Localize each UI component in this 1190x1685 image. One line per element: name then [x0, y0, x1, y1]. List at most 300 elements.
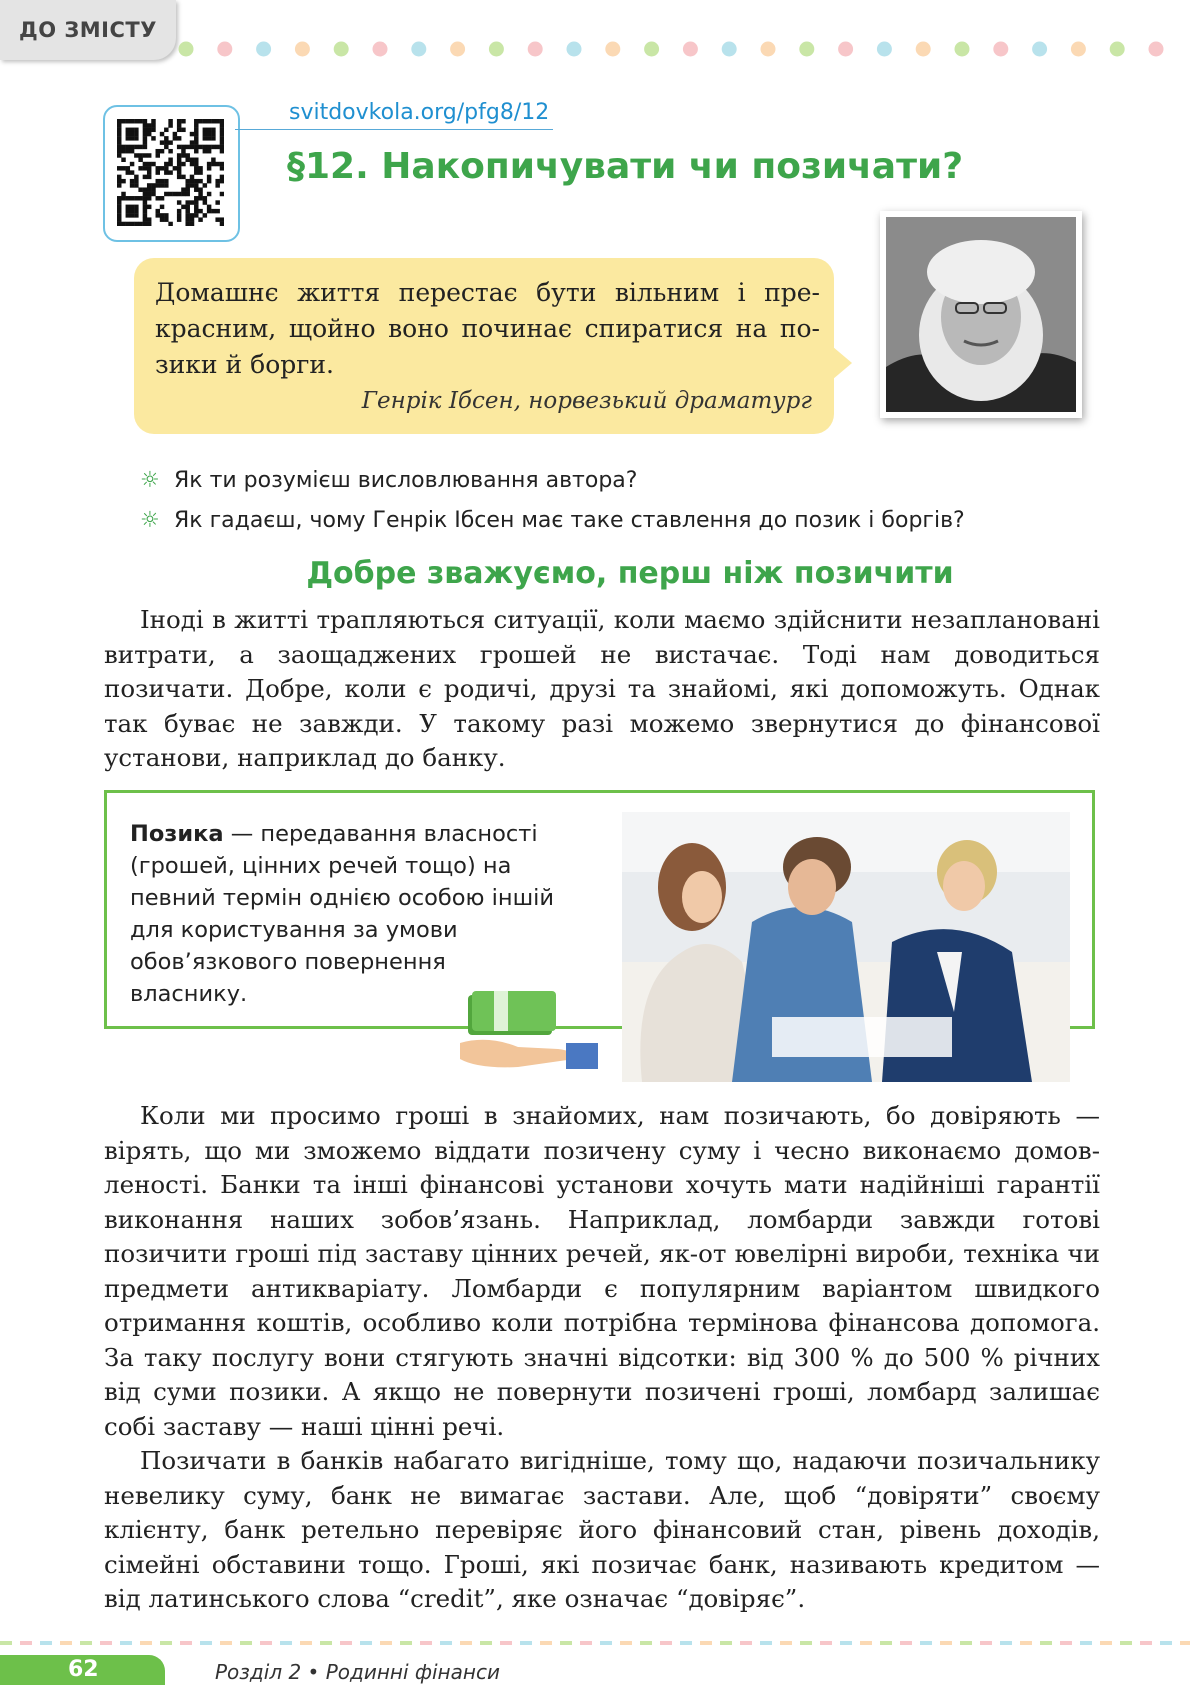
qr-module [168, 162, 172, 166]
qr-module [198, 187, 202, 191]
qr-module [143, 217, 147, 221]
qr-module [194, 158, 198, 162]
decorative-dot [993, 42, 1008, 57]
qr-module [147, 123, 151, 127]
qr-module [198, 217, 202, 221]
qr-module [121, 145, 125, 149]
footer-dash [0, 1641, 12, 1645]
qr-module [194, 187, 198, 191]
decorative-dot [916, 42, 931, 57]
qr-module [164, 140, 168, 144]
qr-module [203, 200, 207, 204]
footer-dash [180, 1641, 192, 1645]
qr-module [143, 162, 147, 166]
qr-module [198, 166, 202, 170]
qr-module [143, 196, 147, 200]
qr-module [126, 205, 130, 209]
qr-module [168, 158, 172, 162]
decorative-dot [1071, 42, 1086, 57]
qr-module [207, 149, 211, 153]
qr-module [194, 170, 198, 174]
qr-module [126, 196, 130, 200]
qr-module [126, 145, 130, 149]
qr-module [164, 183, 168, 187]
decorative-dot [683, 42, 698, 57]
qr-module [177, 123, 181, 127]
qr-module [215, 162, 219, 166]
qr-module [117, 140, 121, 144]
qr-module [177, 170, 181, 174]
qr-module [126, 128, 130, 132]
qr-module [190, 213, 194, 217]
qr-module [194, 179, 198, 183]
qr-module [147, 196, 151, 200]
decorative-dots [178, 41, 1190, 57]
footer-dash [680, 1641, 692, 1645]
qr-module [138, 187, 142, 191]
qr-module [185, 213, 189, 217]
sun-bullet-icon: ☼ [140, 468, 160, 493]
qr-module [220, 132, 224, 136]
qr-module [211, 128, 215, 132]
qr-module [198, 192, 202, 196]
qr-module [194, 200, 198, 204]
footer-dash [480, 1641, 492, 1645]
qr-module [143, 205, 147, 209]
qr-module [198, 119, 202, 123]
qr-module [164, 128, 168, 132]
footer-dash [920, 1641, 932, 1645]
qr-module [134, 183, 138, 187]
footer-dash [620, 1641, 632, 1645]
qr-module [164, 192, 168, 196]
qr-module [181, 119, 185, 123]
qr-code[interactable] [103, 105, 240, 242]
qr-module [143, 132, 147, 136]
qr-module [177, 136, 181, 140]
qr-module [117, 179, 121, 183]
qr-module [207, 179, 211, 183]
footer-dash [160, 1641, 172, 1645]
qr-module [130, 196, 134, 200]
footer-dash [360, 1641, 372, 1645]
decorative-dot [334, 42, 349, 57]
qr-module [117, 132, 121, 136]
qr-module [143, 192, 147, 196]
qr-module [207, 136, 211, 140]
qr-module [203, 128, 207, 132]
qr-module [134, 153, 138, 157]
footer-dash [660, 1641, 672, 1645]
qr-module [185, 153, 189, 157]
qr-module [126, 166, 130, 170]
qr-module [190, 162, 194, 166]
qr-module [126, 170, 130, 174]
resource-link[interactable]: svitdovkola.org/pfg8/12 [289, 100, 550, 125]
qr-module [130, 145, 134, 149]
footer-dash [300, 1641, 312, 1645]
footer-dash [580, 1641, 592, 1645]
qr-module [198, 145, 202, 149]
decorative-dot [605, 42, 620, 57]
qr-module [211, 119, 215, 123]
qr-module [194, 145, 198, 149]
footer-dash [1080, 1641, 1092, 1645]
qr-module [134, 132, 138, 136]
qr-module [198, 209, 202, 213]
qr-module [194, 140, 198, 144]
url-underline [235, 129, 553, 130]
qr-module [147, 128, 151, 132]
qr-module [143, 153, 147, 157]
qr-module [138, 222, 142, 226]
qr-module [147, 166, 151, 170]
qr-module [220, 128, 224, 132]
decorative-dot [1032, 42, 1047, 57]
qr-module [164, 162, 168, 166]
qr-module [215, 200, 219, 204]
footer-dash [960, 1641, 972, 1645]
qr-module [207, 145, 211, 149]
footer-dash [260, 1641, 272, 1645]
footer-dash [520, 1641, 532, 1645]
qr-module [126, 149, 130, 153]
footer-dash [460, 1641, 472, 1645]
footer-dash [1180, 1641, 1190, 1645]
qr-module [220, 119, 224, 123]
qr-module [151, 136, 155, 140]
qr-module [160, 149, 164, 153]
qr-module [177, 209, 181, 213]
qr-module [220, 162, 224, 166]
footer-dash [100, 1641, 112, 1645]
qr-module [130, 209, 134, 213]
qr-module [160, 213, 164, 217]
qr-module [220, 123, 224, 127]
qr-module [168, 140, 172, 144]
qr-module [194, 209, 198, 213]
qr-module [130, 205, 134, 209]
qr-module [168, 192, 172, 196]
qr-module [143, 187, 147, 191]
qr-module [168, 119, 172, 123]
qr-module [185, 145, 189, 149]
qr-module [160, 183, 164, 187]
page-number: 62 [68, 1657, 99, 1682]
qr-module [220, 217, 224, 221]
qr-module [160, 166, 164, 170]
decorative-dot [217, 42, 232, 57]
qr-module [185, 217, 189, 221]
qr-module [194, 196, 198, 200]
decorative-dot [411, 42, 426, 57]
qr-module [207, 175, 211, 179]
qr-module [194, 119, 198, 123]
qr-module [147, 222, 151, 226]
decorative-dot [644, 42, 659, 57]
decorative-dot [295, 42, 310, 57]
qr-module [138, 196, 142, 200]
qr-module [190, 217, 194, 221]
qr-module [194, 123, 198, 127]
footer-dash [780, 1641, 792, 1645]
footer-dash [880, 1641, 892, 1645]
qr-module [156, 179, 160, 183]
qr-module [138, 153, 142, 157]
footer-dash [220, 1641, 232, 1645]
qr-module [185, 222, 189, 226]
qr-module [134, 205, 138, 209]
consultation-photo [622, 812, 1070, 1082]
qr-module [181, 192, 185, 196]
qr-module [117, 200, 121, 204]
qr-module [117, 119, 121, 123]
qr-module [203, 132, 207, 136]
paragraph-2 [104, 1099, 1100, 1444]
sun-bullet-icon: ☼ [140, 508, 160, 533]
qr-module [138, 158, 142, 162]
qr-module [126, 213, 130, 217]
qr-module [134, 128, 138, 132]
qr-module [203, 145, 207, 149]
qr-module [117, 213, 121, 217]
qr-module [147, 170, 151, 174]
footer-dash [340, 1641, 352, 1645]
qr-module [151, 183, 155, 187]
qr-module [130, 170, 134, 174]
portrait-image [886, 217, 1076, 412]
qr-module [130, 149, 134, 153]
qr-module [147, 175, 151, 179]
decorative-dot [799, 42, 814, 57]
decorative-dot [489, 42, 504, 57]
qr-module [194, 166, 198, 170]
qr-module [190, 140, 194, 144]
qr-module [190, 200, 194, 204]
footer-dash [120, 1641, 132, 1645]
paragraph-text: Позичати в банків набагато вигідніше, тому що, надаючи позичальнику невелику суму, банк не вимагає застави. Але, щоб “довіряти” своєму клієнту, банк ретельно перевіряє його фінансовий стан, рівень доходів, сімейні обставини тощо. Гроші, які позичає банк, називають кредитом — від латинського слова “credit”, яке означає “довіряє”. [104, 1446, 1100, 1613]
qr-module [164, 170, 168, 174]
qr-module [211, 145, 215, 149]
footer-dash [560, 1641, 572, 1645]
author-portrait [880, 211, 1082, 418]
qr-module [185, 205, 189, 209]
qr-module [130, 119, 134, 123]
qr-module [156, 166, 160, 170]
footer-dash [240, 1641, 252, 1645]
toc-button[interactable] [0, 0, 176, 60]
qr-module [173, 132, 177, 136]
qr-module [190, 158, 194, 162]
qr-module [181, 205, 185, 209]
section-heading: Добре зважуємо, перш ніж позичити [306, 556, 954, 591]
decorative-dot [179, 42, 194, 57]
qr-module [134, 179, 138, 183]
qr-module [130, 136, 134, 140]
footer-dash [740, 1641, 752, 1645]
qr-module [130, 179, 134, 183]
qr-module [190, 175, 194, 179]
qr-module [164, 213, 168, 217]
question-1 [140, 468, 637, 493]
decorative-dot [1149, 42, 1164, 57]
qr-module [185, 179, 189, 183]
footer-dash [140, 1641, 152, 1645]
qr-module [207, 119, 211, 123]
qr-module [117, 128, 121, 132]
qr-module [130, 162, 134, 166]
definition-term: Позика [130, 821, 224, 847]
qr-module [121, 149, 125, 153]
qr-module [164, 166, 168, 170]
qr-module [134, 196, 138, 200]
qr-module [181, 187, 185, 191]
qr-module [117, 136, 121, 140]
qr-module [143, 222, 147, 226]
qr-module [151, 192, 155, 196]
qr-module [160, 132, 164, 136]
footer-dash [60, 1641, 72, 1645]
qr-module [138, 145, 142, 149]
qr-module [194, 128, 198, 132]
qr-module [177, 213, 181, 217]
qr-module [177, 166, 181, 170]
footer-dash [440, 1641, 452, 1645]
decorative-dot [955, 42, 970, 57]
qr-module [130, 222, 134, 226]
footer-dash [1100, 1641, 1112, 1645]
decorative-dot [1110, 42, 1125, 57]
qr-module [177, 162, 181, 166]
footer-dash [860, 1641, 872, 1645]
qr-module [177, 217, 181, 221]
qr-module [117, 145, 121, 149]
qr-module [207, 192, 211, 196]
qr-module [190, 183, 194, 187]
qr-module [143, 166, 147, 170]
footer-dash [500, 1641, 512, 1645]
qr-module [215, 119, 219, 123]
footer-dash [840, 1641, 852, 1645]
qr-module [194, 149, 198, 153]
qr-module [160, 179, 164, 183]
footer-dash [20, 1641, 32, 1645]
qr-module [151, 162, 155, 166]
qr-module [203, 136, 207, 140]
qr-module [198, 196, 202, 200]
qr-module [143, 145, 147, 149]
qr-module [207, 132, 211, 136]
qr-module [156, 213, 160, 217]
paragraph-text: Коли ми просимо гроші в знайомих, нам позичають, бо довіряють — вірять, що ми зможемо віддати позичену суму і чесно виконаємо домовленості. Банки та інші фінансові установи хочуть мати надійніші гарантії виконання наших зобов’язань. Наприклад, ломбарди завжди готові позичити гроші під заставу цінних речей, як-от ювелірні вироби, техніка чи предмети антикваріату. Ломбарди є популярним варіантом швидкого отримання коштів, особливо коли потрібна термінова фінансова допомога. За таку послугу вони стягують значні відсотки: від 300 % до 500 % річних від суми позики. А якщо не повернути позичені гроші, ломбард залишає собі заставу — наші цінні речі. [104, 1101, 1100, 1441]
qr-module [173, 192, 177, 196]
qr-module [121, 166, 125, 170]
qr-module [168, 170, 172, 174]
qr-module [151, 119, 155, 123]
qr-module [220, 175, 224, 179]
qr-module [185, 200, 189, 204]
qr-module [143, 200, 147, 204]
qr-module [117, 209, 121, 213]
qr-module [121, 158, 125, 162]
qr-module [173, 136, 177, 140]
qr-module [117, 217, 121, 221]
qr-module [177, 128, 181, 132]
qr-module [211, 158, 215, 162]
qr-module [126, 222, 130, 226]
qr-module [220, 145, 224, 149]
qr-module [168, 123, 172, 127]
qr-module [220, 149, 224, 153]
footer-dash [540, 1641, 552, 1645]
qr-module [207, 162, 211, 166]
qr-module [185, 183, 189, 187]
qr-module [203, 149, 207, 153]
footer-dash [800, 1641, 812, 1645]
footer-dash [980, 1641, 992, 1645]
qr-module [185, 209, 189, 213]
qr-module [147, 192, 151, 196]
decorative-dot [528, 42, 543, 57]
qr-module [194, 162, 198, 166]
question-2 [140, 508, 965, 533]
qr-module [220, 136, 224, 140]
qr-module [134, 222, 138, 226]
footer-dash [1140, 1641, 1152, 1645]
footer-dash [900, 1641, 912, 1645]
footer-dash [320, 1641, 332, 1645]
qr-module [143, 128, 147, 132]
paragraph-text: Іноді в житті трапляються ситуації, коли маємо здійснити незаплановані витрати, а заощаджених грошей не вистачає. Тоді нам доводиться позичати. Добре, коли є родичі, друзі та знайомі, які допоможуть. Однак так буває не завжди. У такому разі можемо звернутися до фінансової установи, наприклад до банку. [104, 605, 1100, 772]
qr-module [134, 213, 138, 217]
qr-module [143, 213, 147, 217]
footer-dash [40, 1641, 52, 1645]
footer-dash [1160, 1641, 1172, 1645]
qr-module [190, 222, 194, 226]
qr-module [147, 183, 151, 187]
qr-module [134, 145, 138, 149]
qr-module [220, 166, 224, 170]
decorative-dot [373, 42, 388, 57]
qr-module [181, 145, 185, 149]
footer-dash [940, 1641, 952, 1645]
qr-module [156, 149, 160, 153]
qr-module [126, 136, 130, 140]
qr-module [134, 209, 138, 213]
footer-dash [1020, 1641, 1032, 1645]
qr-module [147, 153, 151, 157]
footer-dash [700, 1641, 712, 1645]
page-title: §12. Накопичувати чи позичати? [287, 146, 964, 187]
qr-module [194, 183, 198, 187]
qr-module [121, 179, 125, 183]
qr-module [164, 179, 168, 183]
qr-module [194, 213, 198, 217]
qr-module [177, 192, 181, 196]
qr-module [117, 183, 121, 187]
qr-module [156, 209, 160, 213]
qr-module [177, 145, 181, 149]
definition-text [130, 818, 560, 1010]
qr-module [117, 123, 121, 127]
toc-label: ДО ЗМІСТУ [19, 18, 157, 42]
footer-dash [600, 1641, 612, 1645]
money-hand-illustration [458, 985, 600, 1070]
qr-module [126, 132, 130, 136]
qr-module [190, 179, 194, 183]
footer-divider [0, 1641, 1190, 1645]
qr-module [181, 149, 185, 153]
